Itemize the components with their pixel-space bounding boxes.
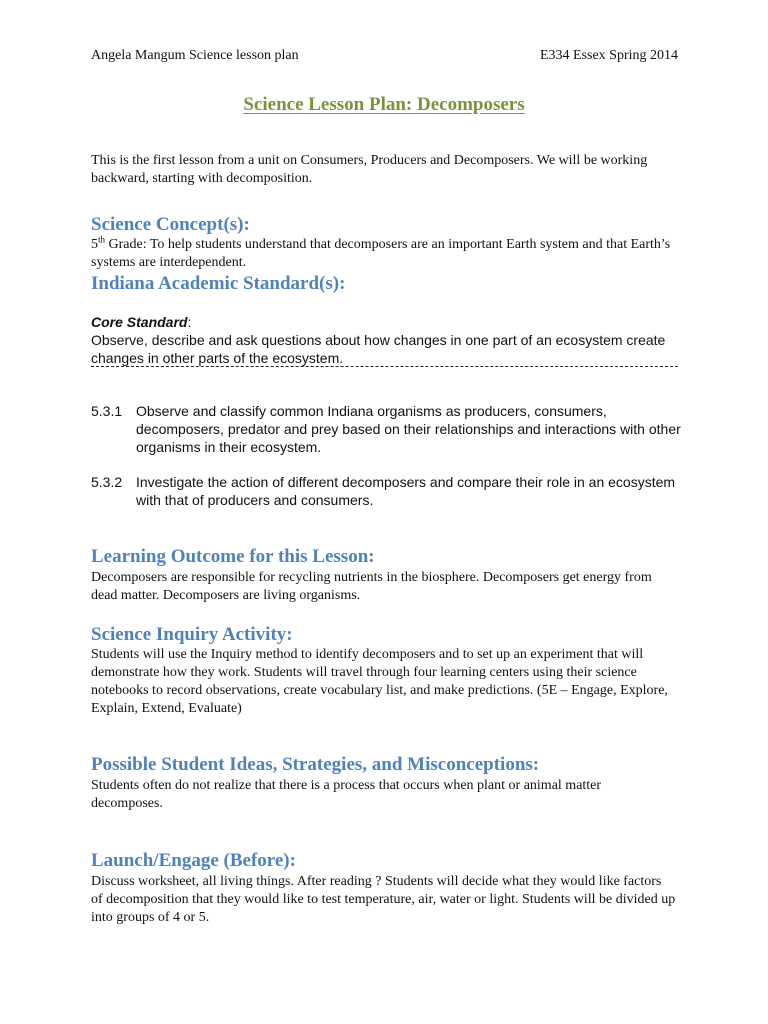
standard-text: Investigate the action of different decomposers and compare their role in an ecosystem with that of producers and consumers. bbox=[136, 474, 676, 508]
core-standard-text: Observe, describe and ask questions about how changes in one part of an ecosystem create changes in other parts of the ecosystem. bbox=[91, 332, 666, 366]
standard-number: 5.3.1 bbox=[91, 403, 123, 419]
student-ideas-heading: Possible Student Ideas, Strategies, and Misconceptions: bbox=[91, 754, 540, 775]
header-left: Angela Mangum Science lesson plan bbox=[91, 48, 299, 63]
concepts-body: Grade: To help students understand that decomposers are an important Earth system and that Earth’s systems are interdependent. bbox=[91, 237, 671, 270]
inquiry-activity-heading: Science Inquiry Activity: bbox=[91, 624, 293, 645]
header-right: E334 Essex Spring 2014 bbox=[539, 48, 678, 63]
science-concepts-text bbox=[91, 236, 681, 272]
intro-paragraph: This is the first lesson from a unit on Consumers, Producers and Decomposers. We will be working backward, starting with decomposition. bbox=[91, 153, 648, 186]
core-standard-label: Core Standard bbox=[91, 314, 188, 330]
launch-engage-text: Discuss worksheet, all living things. After reading ? Students will decide what they would like factors of decomposition that they would like to test temperature, air, water or light. Students will be divided up into groups of 4 or 5. bbox=[91, 874, 676, 925]
inquiry-activity-text: Students will use the Inquiry method to identify decomposers and to set up an experiment that will demonstrate how they work. Students will travel through four learning centers using their science notebooks to record observations, create vocabulary list, and make predictions. (5E – Engage, Explore, Explain, Extend, Evaluate) bbox=[91, 647, 668, 716]
science-concepts-heading: Science Concept(s): bbox=[91, 214, 250, 235]
grade-superscript: th bbox=[98, 234, 106, 245]
learning-outcome-heading: Learning Outcome for this Lesson: bbox=[91, 546, 375, 567]
learning-outcome-text: Decomposers are responsible for recycling nutrients in the biosphere. Decomposers get energy from dead matter. Decomposers are living organisms. bbox=[91, 570, 652, 603]
core-standard-label-line bbox=[91, 313, 681, 331]
grade-number: 5 bbox=[91, 237, 98, 252]
page-title-text: Science Lesson Plan: Decomposers bbox=[243, 94, 525, 115]
launch-engage-heading: Launch/Engage (Before): bbox=[91, 850, 296, 871]
standards-heading: Indiana Academic Standard(s): bbox=[91, 273, 346, 294]
standard-text: Observe and classify common Indiana organisms as producers, consumers, decomposers, predator and prey based on their relationships and interactions with other organisms in their ecosystem. bbox=[136, 403, 681, 455]
standard-number: 5.3.2 bbox=[91, 474, 123, 490]
dashed-divider bbox=[91, 366, 678, 367]
core-standard-block bbox=[91, 313, 681, 367]
page-title bbox=[0, 94, 768, 116]
core-standard-colon: : bbox=[187, 314, 192, 330]
student-ideas-text: Students often do not realize that there is a process that occurs when plant or animal matter decomposes. bbox=[91, 778, 602, 811]
